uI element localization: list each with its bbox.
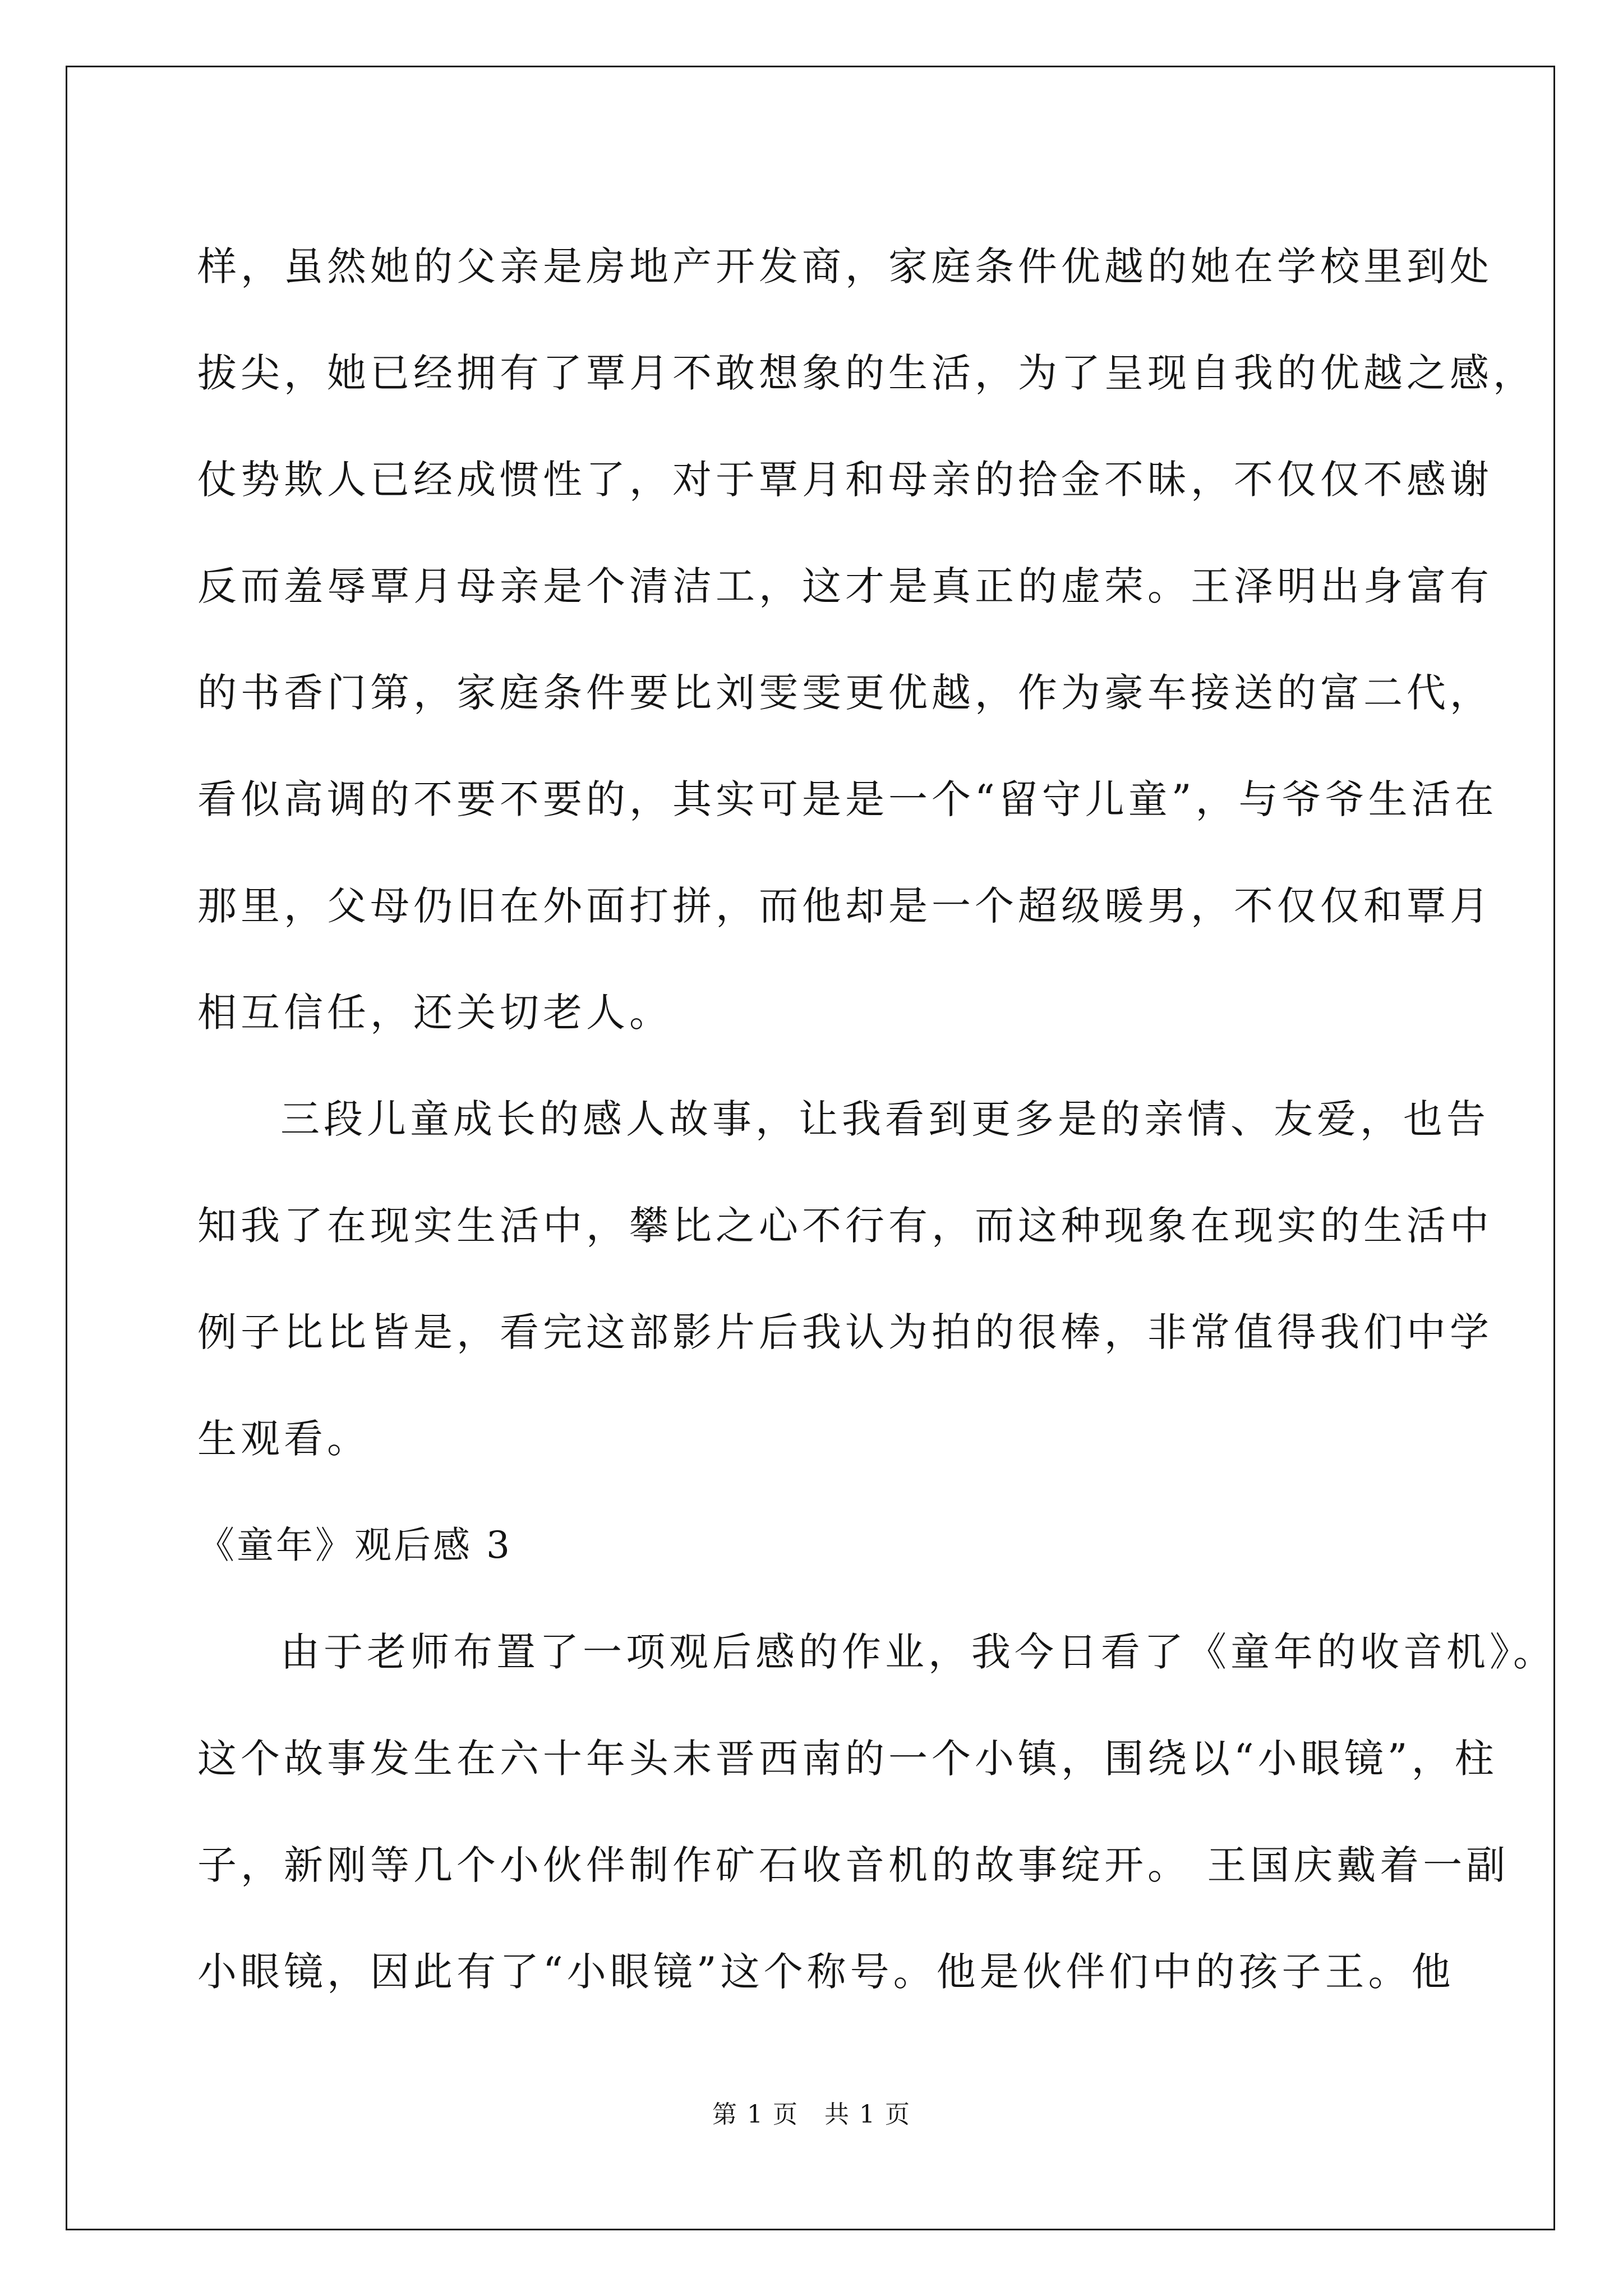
paragraph-start-line: 由于老师布置了一项观后感的作业，我今日看了《童年的收音机》。 xyxy=(280,1629,1556,1675)
text-line: 样，虽然她的父亲是房地产开发商，家庭条件优越的她在学校里到处 xyxy=(197,243,1493,289)
text-line: 反而羞辱覃月母亲是个清洁工，这才是真正的虚荣。王泽明出身富有 xyxy=(197,563,1493,609)
text-line: 看似高调的不要不要的，其实可是是一个“留守儿童”，与爷爷生活在 xyxy=(197,776,1498,822)
text-line: 小眼镜，因此有了“小眼镜”这个称号。他是伙伴们中的孩子王。他 xyxy=(197,1949,1455,1995)
text-line: 子，新刚等几个小伙伴制作矿石收音机的故事绽开。 王国庆戴着一副 xyxy=(197,1842,1510,1888)
paragraph-start-line: 三段儿童成长的感人故事，让我看到更多是的亲情、友爱，也告 xyxy=(280,1096,1490,1142)
text-line: 例子比比皆是，看完这部影片后我认为拍的很棒，非常值得我们中学 xyxy=(197,1309,1493,1355)
text-line: 这个故事发生在六十年头末晋西南的一个小镇，围绕以“小眼镜”，柱 xyxy=(197,1736,1498,1782)
text-line: 生观看。 xyxy=(197,1416,370,1462)
text-line: 的书香门第，家庭条件要比刘雯雯更优越，作为豪车接送的富二代， xyxy=(197,670,1493,716)
page-number-footer: 第 1 页 共 1 页 xyxy=(712,2100,911,2129)
text-line: 那里，父母仍旧在外面打拼，而他却是一个超级暖男，不仅仅和覃月 xyxy=(197,883,1493,929)
text-line: 知我了在现实生活中，攀比之心不行有，而这种现象在现实的生活中 xyxy=(197,1203,1493,1249)
text-line: 相互信任，还关切老人。 xyxy=(197,990,672,1036)
text-line: 仗势欺人已经成惯性了，对于覃月和母亲的拾金不昧，不仅仅不感谢 xyxy=(197,457,1493,503)
section-heading: 《童年》观后感 3 xyxy=(197,1524,512,1567)
document-body xyxy=(197,213,1556,2025)
text-line: 拔尖，她已经拥有了覃月不敢想象的生活，为了呈现自我的优越之感， xyxy=(197,350,1536,396)
